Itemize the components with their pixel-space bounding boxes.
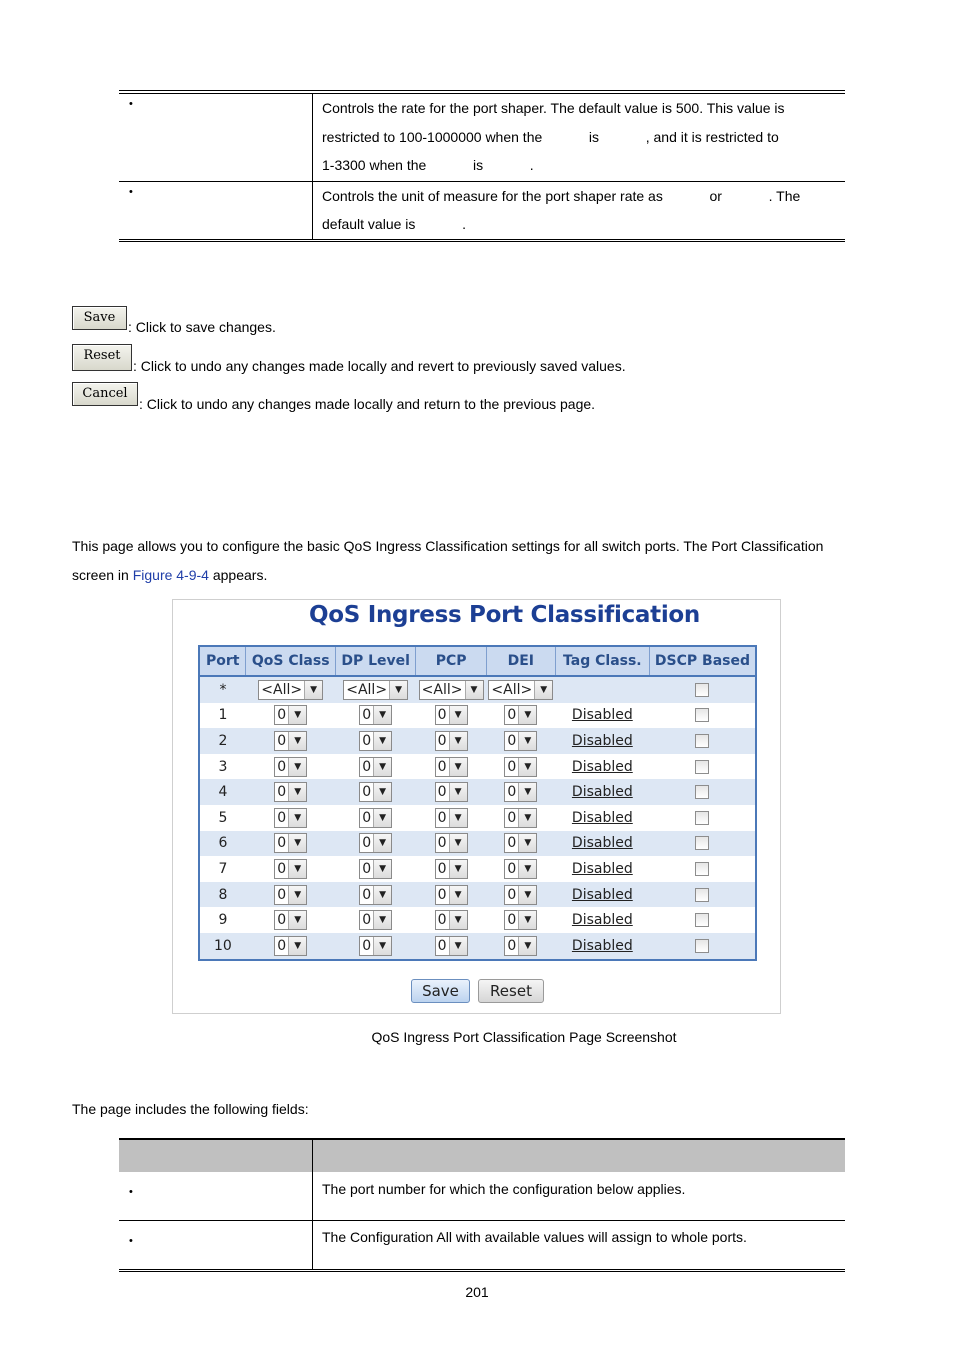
chevron-down-icon: ▼ — [518, 860, 536, 878]
dp-level-all-select-value: <All> — [346, 681, 388, 698]
dei-all-select-value: <All> — [491, 681, 533, 698]
intro-text: screen in — [72, 567, 133, 583]
pcp-select[interactable] — [435, 859, 468, 879]
pcp-select-value: 0 — [437, 732, 447, 749]
chevron-down-icon: ▼ — [449, 860, 467, 878]
qos-class-select[interactable] — [274, 833, 307, 853]
figure-link[interactable]: Figure 4-9-4 — [132, 567, 209, 583]
chevron-down-icon: ▼ — [449, 886, 467, 904]
chevron-down-icon: ▼ — [288, 911, 306, 929]
column-header: DSCP Based — [649, 646, 756, 676]
dei-select-value: 0 — [507, 886, 517, 903]
cancel-button-sample[interactable]: Cancel — [72, 382, 138, 406]
qos-class-select-value: 0 — [277, 937, 287, 954]
dei-select[interactable] — [504, 936, 537, 956]
port-cell: 2 — [199, 728, 246, 754]
qos-class-all-select[interactable] — [258, 680, 323, 700]
chevron-down-icon: ▼ — [449, 758, 467, 776]
dei-select-value: 0 — [507, 732, 517, 749]
dei-select-value: 0 — [507, 784, 517, 801]
qos-class-select[interactable] — [274, 885, 307, 905]
dscp-based-checkbox[interactable] — [695, 939, 709, 953]
port-cell: 6 — [199, 831, 246, 857]
chevron-down-icon: ▼ — [288, 706, 306, 724]
dp-level-select-value: 0 — [362, 784, 372, 801]
chevron-down-icon: ▼ — [518, 706, 536, 724]
dp-level-select-value: 0 — [362, 937, 372, 954]
dp-level-select[interactable] — [359, 757, 392, 777]
dscp-based-checkbox[interactable] — [695, 708, 709, 722]
dei-select[interactable] — [504, 859, 537, 879]
classification-table — [198, 645, 757, 961]
pcp-select[interactable] — [435, 705, 468, 725]
chevron-down-icon: ▼ — [518, 758, 536, 776]
qos-class-select-value: 0 — [277, 809, 287, 826]
dp-level-select-value: 0 — [362, 860, 372, 877]
pcp-select-value: 0 — [437, 835, 447, 852]
page-number: 201 — [465, 1284, 489, 1300]
pcp-select-value: 0 — [437, 912, 447, 929]
page-title: QoS Ingress Port Classification — [309, 602, 700, 628]
dscp-based-checkbox[interactable] — [695, 913, 709, 927]
chevron-down-icon: ▼ — [288, 886, 306, 904]
intro-line — [72, 561, 862, 590]
dp-level-select[interactable] — [359, 731, 392, 751]
dei-select-value: 0 — [507, 912, 517, 929]
qos-class-select-value: 0 — [277, 860, 287, 877]
column-header: Tag Class. — [555, 646, 649, 676]
pcp-select-value: 0 — [437, 937, 447, 954]
table-row — [199, 728, 756, 754]
chevron-down-icon: ▼ — [373, 911, 391, 929]
desc-line: default value is . — [322, 216, 466, 232]
pcp-select[interactable] — [435, 936, 468, 956]
dei-select-value: 0 — [507, 809, 517, 826]
dscp-based-checkbox[interactable] — [695, 760, 709, 774]
dscp-based-checkbox[interactable] — [695, 862, 709, 876]
pcp-select-value: 0 — [437, 886, 447, 903]
reset-button-sample[interactable]: Reset — [72, 344, 132, 371]
bullet: • — [129, 1235, 133, 1247]
port-cell: 1 — [218, 707, 228, 724]
dp-level-select[interactable] — [359, 936, 392, 956]
chevron-down-icon: ▼ — [449, 937, 467, 955]
chevron-down-icon: ▼ — [288, 732, 306, 750]
pcp-select-value: 0 — [437, 860, 447, 877]
chevron-down-icon: ▼ — [373, 758, 391, 776]
dp-level-select[interactable] — [359, 885, 392, 905]
qos-class-select-value: 0 — [277, 886, 287, 903]
qos-class-select[interactable] — [274, 757, 307, 777]
bullet: • — [129, 1186, 133, 1198]
table-row — [199, 805, 756, 831]
table-row — [199, 907, 756, 933]
pcp-all-select-value: <All> — [421, 681, 463, 698]
intro-text: appears. — [208, 567, 268, 583]
dei-select-value: 0 — [507, 707, 517, 724]
dei-select[interactable] — [504, 782, 537, 802]
pcp-select[interactable] — [435, 910, 468, 930]
chevron-down-icon: ▼ — [373, 886, 391, 904]
tag-class-link[interactable]: Disabled — [571, 809, 633, 826]
qos-class-select[interactable] — [274, 782, 307, 802]
dei-select[interactable] — [504, 757, 537, 777]
dp-level-select-value: 0 — [362, 912, 372, 929]
chevron-down-icon: ▼ — [449, 706, 467, 724]
chevron-down-icon: ▼ — [518, 783, 536, 801]
pcp-select[interactable] — [435, 885, 468, 905]
dei-select[interactable] — [504, 833, 537, 853]
table-row — [199, 779, 756, 805]
chevron-down-icon: ▼ — [373, 860, 391, 878]
dp-level-select-value: 0 — [362, 835, 372, 852]
intro-paragraph — [72, 532, 862, 590]
chevron-down-icon: ▼ — [288, 758, 306, 776]
table-row — [199, 882, 756, 908]
intro-line: This page allows you to configure the basic QoS Ingress Classification settings for all switch ports. The Port Classification — [72, 538, 824, 554]
table-row-all — [199, 676, 756, 703]
port-cell: 10 — [199, 933, 246, 960]
port-cell: 3 — [218, 758, 228, 775]
tag-class-link[interactable]: Disabled — [571, 860, 633, 877]
all-field-desc: The Configuration All with available values will assign to whole ports. — [322, 1229, 747, 1245]
dscp-based-checkbox[interactable] — [695, 836, 709, 850]
bullet: • — [129, 98, 133, 110]
chevron-down-icon: ▼ — [288, 783, 306, 801]
chevron-down-icon: ▼ — [534, 681, 552, 699]
dp-level-select[interactable] — [359, 705, 392, 725]
chevron-down-icon: ▼ — [449, 834, 467, 852]
tag-class-link[interactable]: Disabled — [571, 732, 633, 749]
port-cell: 5 — [218, 809, 228, 826]
chevron-down-icon: ▼ — [449, 783, 467, 801]
column-header: QoS Class — [246, 646, 336, 676]
pcp-all-select[interactable] — [419, 680, 484, 700]
port-cell: * — [199, 676, 246, 703]
port-cell: 9 — [218, 912, 228, 929]
pcp-select-value: 0 — [437, 809, 447, 826]
chevron-down-icon: ▼ — [518, 732, 536, 750]
tag-class-cell — [555, 676, 649, 703]
dp-level-select-value: 0 — [362, 758, 372, 775]
desc-line: 1-3300 when the is . — [322, 157, 534, 173]
dei-select[interactable] — [504, 885, 537, 905]
dei-select[interactable] — [504, 705, 537, 725]
bullet: • — [129, 185, 133, 198]
tag-class-link[interactable]: Disabled — [571, 886, 633, 903]
chevron-down-icon: ▼ — [373, 783, 391, 801]
chevron-down-icon: ▼ — [288, 834, 306, 852]
chevron-down-icon: ▼ — [389, 681, 407, 699]
chevron-down-icon: ▼ — [373, 732, 391, 750]
dscp-based-checkbox[interactable] — [695, 811, 709, 825]
qos-class-select[interactable] — [274, 808, 307, 828]
qos-class-select[interactable] — [274, 705, 307, 725]
dei-select-value: 0 — [507, 835, 517, 852]
tag-class-link[interactable]: Disabled — [571, 835, 633, 852]
table-row — [199, 754, 756, 780]
fields-intro: The page includes the following fields: — [72, 1101, 309, 1117]
qos-class-all-select-value: <All> — [261, 681, 303, 698]
pcp-select-value: 0 — [437, 707, 447, 724]
dei-select[interactable] — [504, 808, 537, 828]
save-button-sample[interactable]: Save — [72, 306, 127, 330]
chevron-down-icon: ▼ — [518, 809, 536, 827]
pcp-select[interactable] — [435, 782, 468, 802]
table-header-row — [199, 646, 756, 676]
dscp-based-checkbox[interactable] — [695, 734, 709, 748]
chevron-down-icon: ▼ — [373, 834, 391, 852]
chevron-down-icon: ▼ — [288, 860, 306, 878]
screenshot-frame — [172, 599, 781, 1014]
column-header: DP Level — [336, 646, 416, 676]
column-header: PCP — [416, 646, 487, 676]
qos-class-select-value: 0 — [277, 912, 287, 929]
chevron-down-icon: ▼ — [373, 937, 391, 955]
qos-class-select-value: 0 — [277, 784, 287, 801]
chevron-down-icon: ▼ — [449, 732, 467, 750]
pcp-select[interactable] — [435, 833, 468, 853]
dei-select[interactable] — [504, 910, 537, 930]
qos-class-select-value: 0 — [277, 707, 287, 724]
pcp-select[interactable] — [435, 808, 468, 828]
dei-select-value: 0 — [507, 860, 517, 877]
dp-level-select-value: 0 — [362, 886, 372, 903]
tag-class-link[interactable]: Disabled — [571, 707, 633, 724]
chevron-down-icon: ▼ — [449, 809, 467, 827]
chevron-down-icon: ▼ — [304, 681, 322, 699]
fields-table-top — [119, 94, 845, 242]
chevron-down-icon: ▼ — [373, 706, 391, 724]
desc-line: Controls the unit of measure for the port shaper rate as or . The — [322, 187, 801, 204]
dp-level-select[interactable] — [359, 782, 392, 802]
dp-level-select-value: 0 — [362, 732, 372, 749]
qos-class-select[interactable] — [274, 859, 307, 879]
desc-line: restricted to 100-1000000 when the is , and it is restricted to — [322, 128, 779, 145]
save-button[interactable]: Save — [411, 979, 470, 1003]
column-header: Port — [199, 646, 246, 676]
save-description: : Click to save changes. — [128, 319, 276, 335]
tag-class-link[interactable]: Disabled — [571, 784, 633, 801]
dscp-based-checkbox[interactable] — [695, 683, 709, 697]
chevron-down-icon: ▼ — [518, 911, 536, 929]
qos-class-select[interactable] — [274, 910, 307, 930]
dscp-based-checkbox[interactable] — [695, 888, 709, 902]
port-cell: 4 — [199, 779, 246, 805]
dp-level-select[interactable] — [359, 910, 392, 930]
chevron-down-icon: ▼ — [518, 886, 536, 904]
pcp-select[interactable] — [435, 731, 468, 751]
dp-level-all-select[interactable] — [343, 680, 408, 700]
dp-level-select[interactable] — [359, 833, 392, 853]
qos-class-select[interactable] — [274, 731, 307, 751]
figure-caption: QoS Ingress Port Classification Page Screenshot — [371, 1029, 677, 1045]
reset-button[interactable]: Reset — [478, 979, 544, 1003]
pcp-select-value: 0 — [437, 784, 447, 801]
tag-class-link[interactable]: Disabled — [571, 758, 633, 775]
dp-level-select-value: 0 — [362, 809, 372, 826]
chevron-down-icon: ▼ — [518, 937, 536, 955]
pcp-select[interactable] — [435, 757, 468, 777]
table-row — [199, 703, 756, 729]
column-header: DEI — [486, 646, 555, 676]
dei-select-value: 0 — [507, 758, 517, 775]
dscp-based-checkbox[interactable] — [695, 785, 709, 799]
fields-table-bottom — [119, 1139, 845, 1272]
chevron-down-icon: ▼ — [518, 834, 536, 852]
cancel-description: : Click to undo any changes made locally and return to the previous page. — [139, 396, 596, 412]
dei-all-select[interactable] — [488, 680, 553, 700]
qos-class-select-value: 0 — [277, 732, 287, 749]
chevron-down-icon: ▼ — [465, 681, 483, 699]
port-field-desc: The port number for which the configuration below applies. — [322, 1181, 686, 1197]
dei-select-value: 0 — [507, 937, 517, 954]
desc-line: Controls the rate for the port shaper. The default value is 500. This value is — [322, 100, 785, 116]
qos-class-select[interactable] — [274, 936, 307, 956]
pcp-select-value: 0 — [437, 758, 447, 775]
dp-level-select-value: 0 — [362, 707, 372, 724]
table-row — [199, 831, 756, 857]
dp-level-select[interactable] — [359, 808, 392, 828]
chevron-down-icon: ▼ — [288, 809, 306, 827]
port-cell: 7 — [218, 860, 228, 877]
port-cell: 8 — [199, 882, 246, 908]
chevron-down-icon: ▼ — [373, 809, 391, 827]
dp-level-select[interactable] — [359, 859, 392, 879]
reset-description: : Click to undo any changes made locally and revert to previously saved values. — [133, 358, 626, 374]
table-row — [199, 933, 756, 960]
chevron-down-icon: ▼ — [449, 911, 467, 929]
tag-class-link[interactable]: Disabled — [571, 937, 633, 954]
chevron-down-icon: ▼ — [288, 937, 306, 955]
table-row — [199, 856, 756, 882]
qos-class-select-value: 0 — [277, 758, 287, 775]
tag-class-link[interactable]: Disabled — [571, 912, 633, 929]
qos-class-select-value: 0 — [277, 835, 287, 852]
dei-select[interactable] — [504, 731, 537, 751]
